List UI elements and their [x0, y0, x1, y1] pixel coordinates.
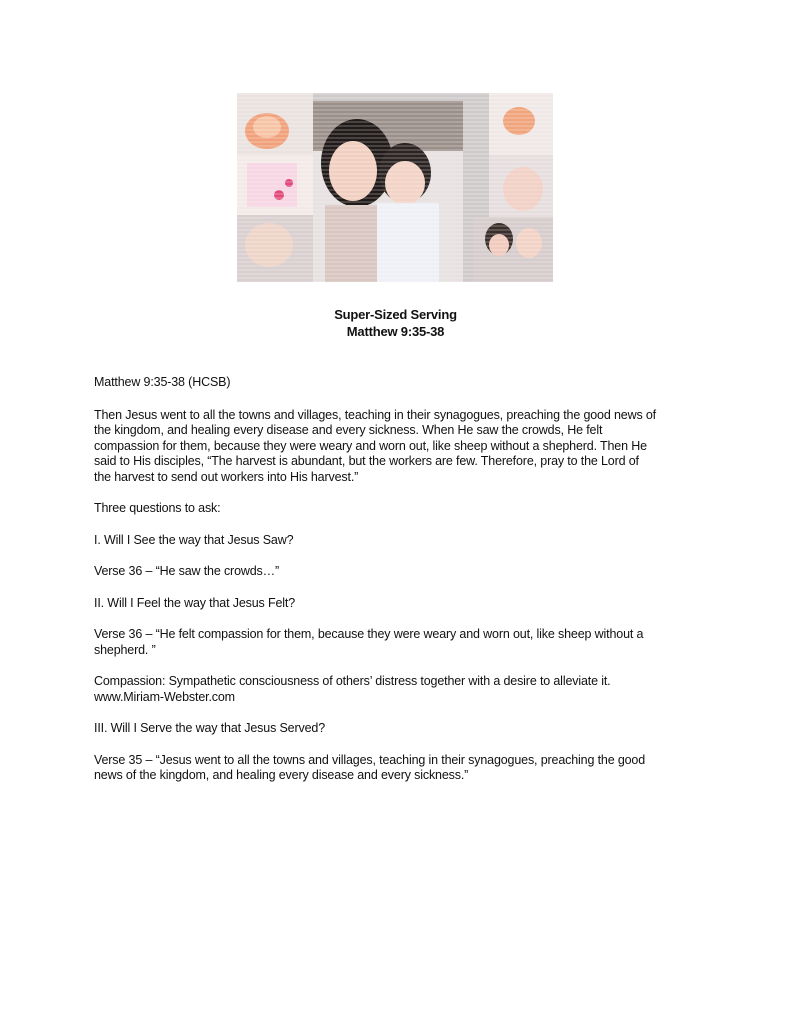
passage-line: said to His disciples, “The harvest is abundant, but the workers are few. Therefore, pray to the Lord of — [94, 454, 639, 468]
verse-line: shepherd. ” — [94, 642, 156, 657]
verse-line: Verse 35 – “Jesus went to all the towns and villages, teaching in their synagogues, preaching the good — [94, 752, 646, 767]
header-photo — [237, 93, 553, 282]
question-2-heading: II. Will I Feel the way that Jesus Felt? — [94, 595, 296, 610]
question-1-heading: I. Will I See the way that Jesus Saw? — [94, 532, 294, 547]
verse-line: news of the kingdom, and healing every disease and every sickness.” — [94, 768, 469, 782]
passage-line: compassion for them, because they were weary and worn out, like sheep without a shepherd. Then He — [94, 438, 647, 453]
verse-line: Verse 36 – “He felt compassion for them, because they were weary and worn out, like sheep without a — [94, 627, 644, 641]
passage-line: the harvest to send out workers into His harvest.” — [94, 469, 359, 484]
questions-intro: Three questions to ask: — [94, 501, 221, 515]
question-1-verse: Verse 36 – “He saw the crowds…” — [94, 564, 280, 578]
definition-source: www.Miriam-Webster.com — [94, 689, 235, 704]
scripture-passage — [94, 408, 694, 486]
passage-line: Then Jesus went to all the towns and villages, teaching in their synagogues, preaching the good news of — [94, 407, 656, 422]
title-block — [0, 306, 791, 340]
question-2-verse — [94, 627, 694, 658]
scripture-reference: Matthew 9:35-38 (HCSB) — [94, 375, 231, 389]
question-3-verse — [94, 753, 694, 784]
definition-line: Compassion: Sympathetic consciousness of others’ distress together with a desire to alleviate it. — [94, 674, 611, 688]
sermon-title: Super-Sized Serving — [334, 307, 457, 322]
document-body — [94, 375, 694, 800]
compassion-definition — [94, 674, 694, 705]
sermon-scripture: Matthew 9:35-38 — [346, 324, 445, 339]
photo-collage-image — [237, 93, 553, 282]
question-3-heading: III. Will I Serve the way that Jesus Served? — [94, 721, 325, 735]
passage-line: the kingdom, and healing every disease and every sickness. When He saw the crowds, He felt — [94, 423, 603, 437]
